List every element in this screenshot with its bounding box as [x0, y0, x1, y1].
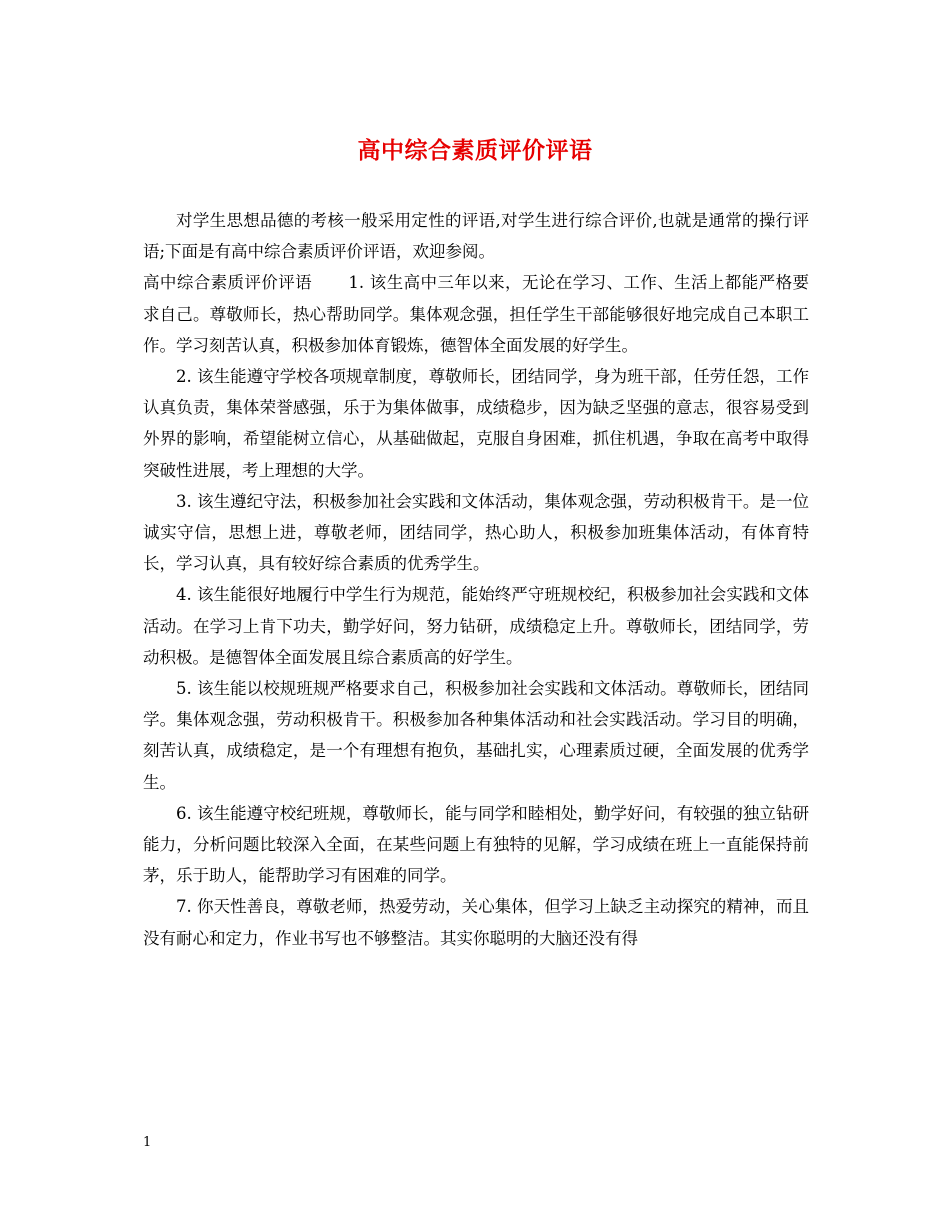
list-item-text: 1. 该生高中三年以来，无论在学习、工作、生活上都能严格要求自己。尊敬师长，热心帮助同学。集体观念强，担任学生干部能够很好地完成自己本职工作。学习刻苦认真，积极参加体育锻炼，德智体全面发展的好学生。 — [143, 273, 809, 355]
list-item-4: 4. 该生能很好地履行中学生行为规范，能始终严守班规校纪，积极参加社会实践和文体活动。在学习上肯下功夫，勤学好问，努力钻研，成绩稳定上升。尊敬师长，团结同学，劳动积极。是德智体全面发展且综合素质高的好学生。 — [143, 585, 809, 667]
document-title: 高中综合素质评价评语 — [357, 137, 593, 164]
section-heading: 高中综合素质评价评语 — [143, 273, 313, 293]
list-item-5: 5. 该生能以校规班规严格要求自己，积极参加社会实践和文体活动。尊敬师长，团结同学。集体观念强，劳动积极肯干。积极参加各种集体活动和社会实践活动。学习目的明确，刻苦认真，成绩稳定，是一个有理想有抱负，基础扎实，心理素质过硬，全面发展的优秀学生。 — [143, 679, 809, 792]
list-item-6: 6. 该生能遵守校纪班规，尊敬师长，能与同学和睦相处，勤学好问，有较强的独立钻研能力，分析问题比较深入全面，在某些问题上有独特的见解，学习成绩在班上一直能保持前茅，乐于助人，能帮助学习有困难的同学。 — [143, 803, 809, 886]
page-number: 1 — [143, 1135, 152, 1150]
list-item-1 — [143, 267, 809, 361]
list-item-2: 2. 该生能遵守学校各项规章制度，尊敬师长，团结同学，身为班干部，任劳任怨，工作认真负责，集体荣誉感强，乐于为集体做事，成绩稳步，因为缺乏坚强的意志，很容易受到外界的影响，希望能树立信心，从基础做起，克服自身困难，抓住机遇，争取在高考中取得突破性进展，考上理想的大学。 — [143, 367, 809, 480]
list-item-3: 3. 该生遵纪守法，积极参加社会实践和文体活动，集体观念强，劳动积极肯干。是一位诚实守信，思想上进，尊敬老师，团结同学，热心助人，积极参加班集体活动，有体育特长，学习认真，具有较好综合素质的优秀学生。 — [143, 491, 809, 574]
list-item-7: 7. 你天性善良，尊敬老师，热爱劳动，关心集体，但学习上缺乏主动探究的精神，而且没有耐心和定力，作业书写也不够整洁。其实你聪明的大脑还没有得 — [143, 897, 809, 948]
document-body — [143, 205, 809, 954]
intro-paragraph: 对学生思想品德的考核一般采用定性的评语,对学生进行综合评价,也就是通常的操行评语;下面是有高中综合素质评价评语，欢迎参阅。 — [143, 211, 809, 262]
